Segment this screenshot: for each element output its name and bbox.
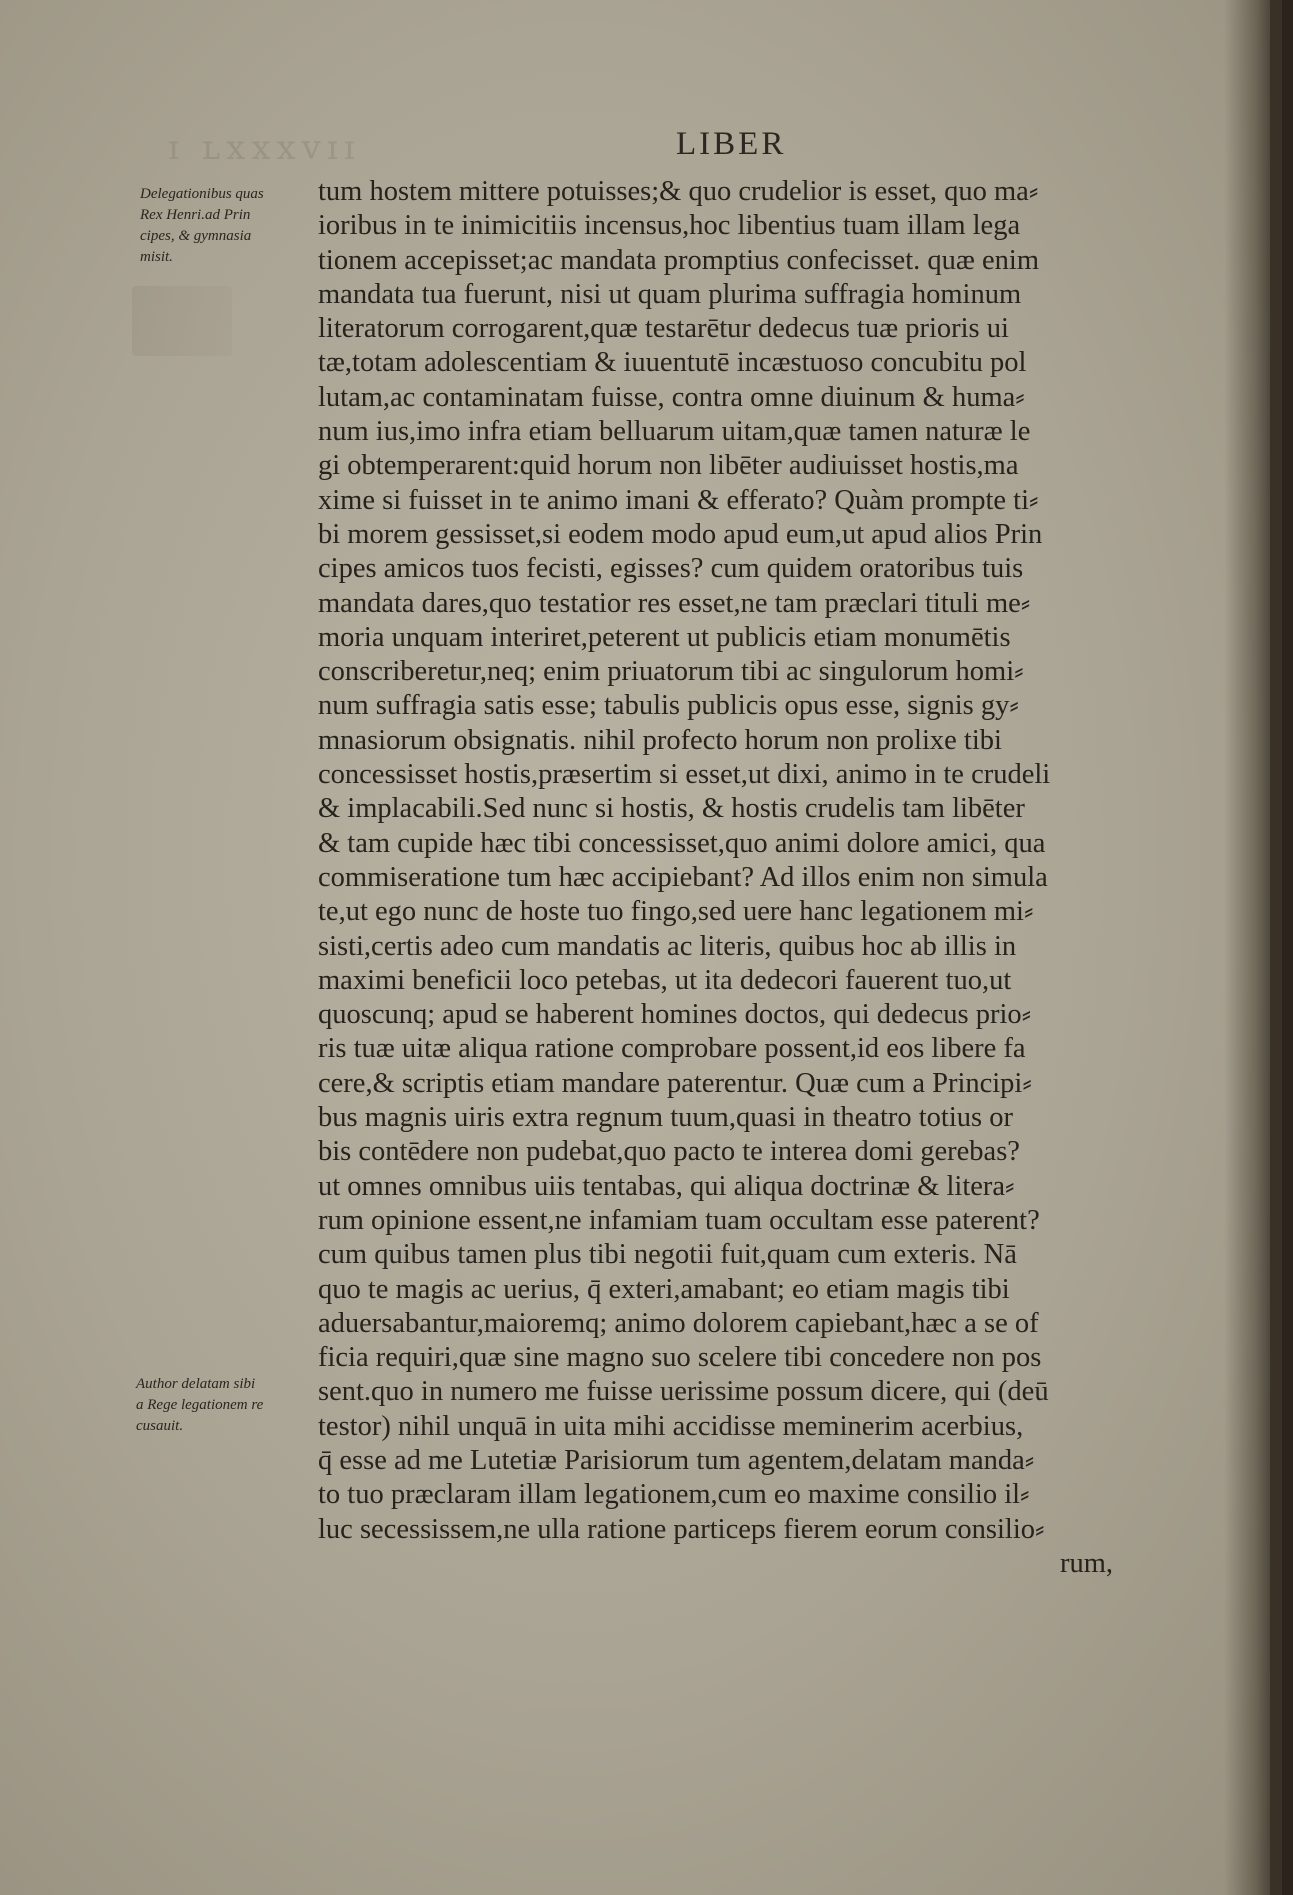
text-line: xime si fuisset in te animo imani & efferato? Quàm prompte ti⸗ — [318, 484, 1039, 516]
catchword: rum, — [1059, 1547, 1113, 1579]
marginal-note-line: misit. — [140, 249, 173, 265]
text-line: cum quibus tamen plus tibi negotii fuit,quam cum exteris. Nā — [318, 1239, 1017, 1271]
text-line: quoscunq; apud se haberent homines doctos, qui dedecus prio⸗ — [318, 999, 1032, 1031]
text-line: aduersabantur,maioremq; animo dolorem capiebant,hæc a se of — [318, 1307, 1039, 1339]
text-line: concessisset hostis,præsertim si esset,ut dixi, animo in te crudeli — [318, 759, 1051, 791]
text-line: bus magnis uiris extra regnum tuum,quasi in theatro totius or — [318, 1102, 1013, 1134]
marginal-note-line: cusauit. — [136, 1418, 184, 1434]
text-line: luc secessissem,ne ulla ratione particeps fierem eorum consilio⸗ — [318, 1513, 1045, 1545]
text-line: & tam cupide hæc tibi concessisset,quo animi dolore amici, qua — [318, 827, 1046, 859]
text-line: tæ,totam adolescentiam & iuuentutē incæstuoso concubitu pol — [318, 347, 1027, 379]
text-line: mandata tua fuerunt, nisi ut quam plurima suffragia hominum — [318, 278, 1022, 310]
marginal-note-author — [136, 1374, 306, 1437]
text-line: ut omnes omnibus uiis tentabas, qui aliqua doctrinæ & litera⸗ — [318, 1170, 1015, 1202]
text-line: conscriberetur,neq; enim priuatorum tibi ac singulorum homi⸗ — [318, 656, 1024, 688]
text-line: commiseratione tum hæc accipiebant? Ad illos enim non simula — [318, 861, 1048, 893]
show-through-marginal-note — [132, 286, 232, 356]
page-edge — [1270, 0, 1282, 1895]
text-line: q̄ esse ad me Lutetiæ Parisiorum tum agentem,delatam manda⸗ — [318, 1444, 1035, 1476]
text-line: literatorum corrogarent,quæ testarētur dedecus tuæ prioris ui — [318, 313, 1009, 345]
marginal-note-line: a Rege legationem re — [136, 1397, 264, 1413]
text-line: lutam,ac contaminatam fuisse, contra omne diuinum & huma⸗ — [318, 381, 1025, 413]
text-line: sisti,certis adeo cum mandatis ac literis, quibus hoc ab illis in — [318, 930, 1017, 962]
text-line: cipes amicos tuos fecisti, egisses? cum quidem oratoribus tuis — [318, 553, 1024, 585]
text-line: ris tuæ uitæ aliqua ratione comprobare possent,id eos libere fa — [318, 1033, 1026, 1065]
marginal-note-line: Rex Henri.ad Prin — [140, 207, 251, 223]
text-line: gi obtemperarent:quid horum non libēter audiuisset hostis,ma — [318, 450, 1019, 482]
text-line: num ius,imo infra etiam belluarum uitam,quæ tamen naturæ le — [318, 416, 1031, 448]
marginal-note-line: Delegationibus quas — [140, 186, 264, 202]
text-line: bis contēdere non pudebat,quo pacto te interea domi gerebas? — [318, 1136, 1020, 1168]
text-line: cere,& scriptis etiam mandare paterentur. Quæ cum a Principi⸗ — [318, 1067, 1032, 1099]
show-through-heading: ɪ ʟxxxᴠɪɪ — [168, 128, 361, 168]
text-line: mandata dares,quo testatior res esset,ne tam præclari tituli me⸗ — [318, 587, 1031, 619]
running-head: LIBER — [676, 126, 787, 162]
marginal-note-delegations — [140, 184, 310, 268]
text-line: tionem accepisset;ac mandata promptius confecisset. quæ enim — [318, 244, 1039, 276]
text-line: & implacabili.Sed nunc si hostis, & hostis crudelis tam libēter — [318, 793, 1025, 825]
text-line: ficia requiri,quæ sine magno suo scelere tibi concedere non pos — [318, 1342, 1042, 1374]
text-line: ioribus in te inimicitiis incensus,hoc libentius tuam illam lega — [318, 210, 1021, 242]
text-line: bi morem gessisset,si eodem modo apud eum,ut apud alios Prin — [318, 518, 1043, 550]
marginal-note-line: cipes, & gymnasia — [140, 228, 252, 244]
text-line: moria unquam interiret,peterent ut publicis etiam monumētis — [318, 621, 1011, 653]
text-line: tum hostem mittere potuisses;& quo crudelior is esset, quo ma⸗ — [318, 176, 1039, 207]
text-line: mnasiorum obsignatis. nihil profecto horum non prolixe tibi — [318, 724, 1002, 756]
text-line: maximi beneficii loco petebas, ut ita dedecori fauerent tuo,ut — [318, 964, 1012, 996]
text-line: rum opinione essent,ne infamiam tuam occultam esse paterent? — [318, 1204, 1040, 1236]
text-line: sent.quo in numero me fuisse uerissime possum dicere, qui (deū — [318, 1376, 1049, 1408]
marginal-note-line: Author delatam sibi — [136, 1376, 256, 1392]
main-text-block — [318, 175, 1178, 1581]
text-line: te,ut ego nunc de hoste tuo fingo,sed uere hanc legationem mi⸗ — [318, 896, 1034, 928]
text-line: testor) nihil unquā in uita mihi accidisse meminerim acerbius, — [318, 1410, 1024, 1442]
text-line: num suffragia satis esse; tabulis publicis opus esse, signis gy⸗ — [318, 690, 1019, 722]
text-line: quo te magis ac uerius, q̄ exteri,amabant; eo etiam magis tibi — [318, 1273, 1010, 1305]
text-line: to tuo præclaram illam legationem,cum eo maxime consilio il⸗ — [318, 1479, 1030, 1511]
